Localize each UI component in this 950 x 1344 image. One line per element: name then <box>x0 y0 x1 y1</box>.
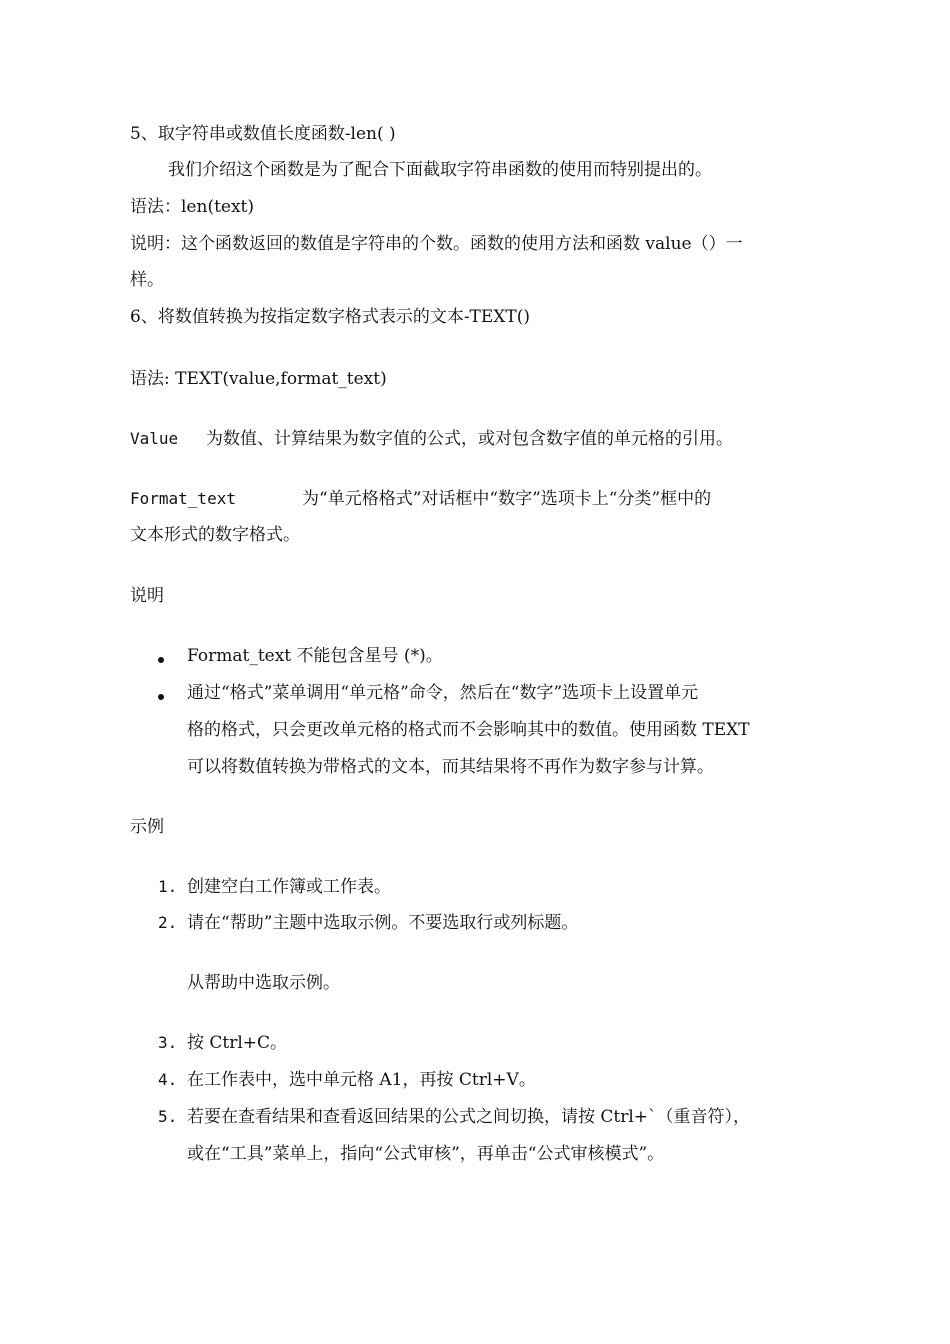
section5-intro: 我们介绍这个函数是为了配合下面截取字符串函数的使用而特别提出的。 <box>168 160 712 180</box>
section5-description-line1: 说明：这个函数返回的数值是字符串的个数。函数的使用方法和函数 value（）一 <box>130 234 743 254</box>
step-number: 4. <box>158 1070 178 1089</box>
example-heading: 示例 <box>130 817 164 837</box>
step-number: 3. <box>158 1033 178 1052</box>
note-line: 通过“格式”菜单调用“单元格”命令，然后在“数字”选项卡上设置单元 <box>187 683 699 703</box>
step-number: 2. <box>158 913 178 932</box>
param-value-desc: 为数值、计算结果为数字值的公式，或对包含数字值的单元格的引用。 <box>206 429 733 449</box>
step-line: 或在“工具”菜单上，指向“公式审核”，再单击“公式审核模式”。 <box>187 1144 665 1164</box>
section5-description-line2: 样。 <box>130 270 164 290</box>
bullet-icon <box>158 694 164 700</box>
section6-syntax: 语法: TEXT(value,format_text) <box>130 369 387 389</box>
section6-heading: 6、将数值转换为按指定数字格式表示的文本-TEXT() <box>130 307 531 327</box>
param-value-name: Value <box>130 429 179 448</box>
step-line: 在工作表中，选中单元格 A1，再按 Ctrl+V。 <box>187 1070 536 1090</box>
note-line: 格的格式，只会更改单元格的格式而不会影响其中的数值。使用函数 TEXT <box>187 720 750 740</box>
note-line: Format_text 不能包含星号 (*)。 <box>187 646 443 666</box>
step-line: 若要在查看结果和查看返回结果的公式之间切换，请按 Ctrl+`（重音符）， <box>187 1107 751 1127</box>
section5-heading: 5、取字符串或数值长度函数-len( ) <box>130 124 396 144</box>
step-line: 创建空白工作簿或工作表。 <box>187 877 391 897</box>
param-format-desc-line1: 为“单元格格式”对话框中“数字”选项卡上“分类”框中的 <box>302 489 712 509</box>
section5-syntax: 语法：len(text) <box>130 197 255 217</box>
param-format-name: Format_text <box>130 489 236 508</box>
notes-heading: 说明 <box>130 586 164 606</box>
bullet-icon <box>158 657 164 663</box>
step-number: 1. <box>158 877 178 896</box>
step-line: 从帮助中选取示例。 <box>187 973 340 993</box>
param-format-desc-line2: 文本形式的数字格式。 <box>130 525 300 545</box>
step-line: 请在“帮助”主题中选取示例。不要选取行或列标题。 <box>187 913 579 933</box>
note-line: 可以将数值转换为带格式的文本，而其结果将不再作为数字参与计算。 <box>187 757 714 777</box>
step-line: 按 Ctrl+C。 <box>187 1033 288 1053</box>
step-number: 5. <box>158 1107 178 1126</box>
